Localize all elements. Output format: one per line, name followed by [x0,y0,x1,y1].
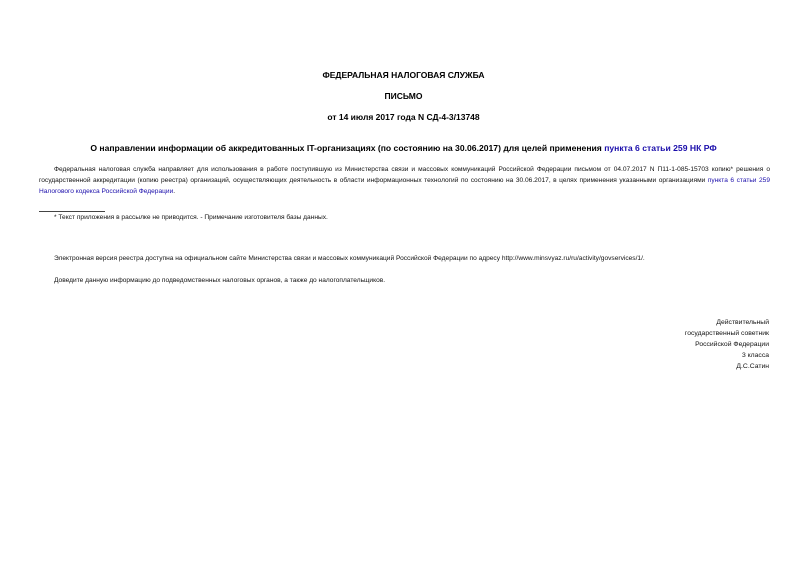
footnote: * Текст приложения в рассылке не приводится. - Примечание изготовителя базы данных. [54,214,328,221]
tax-code-link[interactable]: пункта 6 статьи 259 Налогового кодекса Российской Федерации [39,176,770,195]
subject-law-link[interactable]: пункта 6 статьи 259 НК РФ [604,143,717,153]
paragraph-1-text: Федеральная налоговая служба направляет для использования в работе поступившую из Министерства связи и массовых коммуникаций Российской Федерации письмом от 04.07.2017 N П11-1-085-15703 копию* решения о государственной аккредитации (копию реестра) организаций, осуществляющих деятельность в области информационных технологий по состоянию на 30.06.2017, в целях применения указанными организациями [39,166,770,184]
paragraph-1-end: . [173,187,176,195]
issuing-organization: ФЕДЕРАЛЬНАЯ НАЛОГОВАЯ СЛУЖБА [322,70,485,80]
signatory-name: Д.С.Сатин [736,363,769,370]
document-type: ПИСЬМО [384,91,423,101]
subject-text: О направлении информации об аккредитованных IT-организациях (по состоянию на 30.06.2017) для целей применения [90,143,605,153]
signature-rank-line-4: 3 класса [741,352,769,359]
footnote-divider [39,211,105,212]
document-subject [0,143,807,153]
document-date-number: от 14 июля 2017 года N СД-4-3/13748 [327,112,480,122]
signature-block [685,317,769,372]
body-paragraph-3: Доведите данную информацию до подведомственных налоговых органов, а также до налогоплательщиков. [54,277,386,284]
signature-rank-line-3: Российской Федерации [695,341,769,348]
signature-rank-line-1: Действительный [716,319,769,326]
signature-rank-line-2: государственный советник [684,330,769,337]
body-paragraph-1 [39,165,770,197]
body-paragraph-2: Электронная версия реестра доступна на официальном сайте Министерства связи и массовых коммуникаций Российской Федерации по адресу http://www.minsvyaz.ru/ru/activity/govservices/1/. [54,255,645,262]
